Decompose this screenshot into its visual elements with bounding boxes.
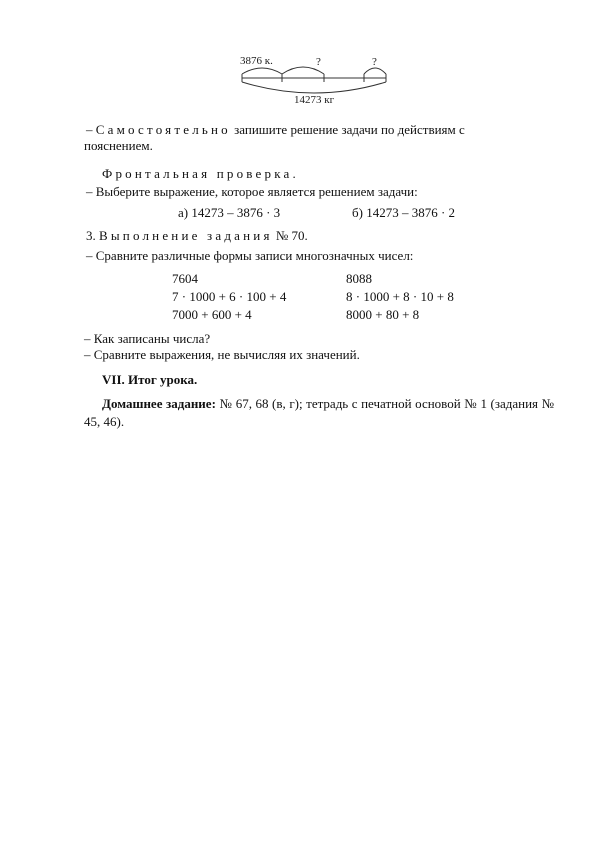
summary-title: VII. Итог урока. <box>102 372 198 387</box>
diagram-label-q1: ? <box>316 56 321 68</box>
number-b: 8088 <box>346 271 372 286</box>
question-1: – Как записаны числа? <box>84 331 211 346</box>
diagram-label-total: 14273 кг <box>294 94 335 106</box>
number-a-sum: 7000 + 600 + 4 <box>172 307 252 322</box>
dash: – <box>86 122 93 137</box>
number-b-expanded: 8 · 1000 + 8 · 10 + 8 <box>346 289 454 304</box>
homework-label: Домашнее задание: <box>102 396 216 411</box>
task1-spaced-word: Самостоятельно <box>95 122 231 137</box>
diagram-brace-1 <box>242 68 282 74</box>
task3-heading <box>86 228 308 244</box>
homework-text: № 67, 68 (в, г); тетрадь с печатной основой № 1 (задания № 45, 46). <box>84 396 554 429</box>
number-b-sum: 8000 + 80 + 8 <box>346 307 420 322</box>
diagram-label-q2: ? <box>372 56 377 68</box>
task3-number: 3. <box>86 228 96 243</box>
task1-line <box>86 122 465 138</box>
task1-text-cont: пояснением. <box>84 138 153 153</box>
option-b: б) 14273 – 3876 · 2 <box>352 205 456 220</box>
diagram-label-part1: 3876 к. <box>240 55 273 67</box>
number-a-expanded: 7 · 1000 + 6 · 100 + 4 <box>172 289 287 304</box>
diagram-bottom-brace <box>242 82 386 93</box>
check-title: Фронтальная проверка. <box>102 166 299 181</box>
question-2: – Сравните выражения, не вычисляя их значений. <box>84 347 360 362</box>
homework-paragraph <box>84 395 554 431</box>
diagram-brace-3 <box>364 68 386 74</box>
task3-prompt: – Сравните различные формы записи многозначных чисел: <box>86 248 414 263</box>
task3-number-ref: № 70. <box>275 228 308 243</box>
diagram-brace-2 <box>282 67 324 74</box>
check-prompt: – Выберите выражение, которое является решением задачи: <box>86 184 418 199</box>
option-a: а) 14273 – 3876 · 3 <box>178 205 281 220</box>
task1-text: запишите решение задачи по действиям с <box>234 122 465 137</box>
task3-spaced-title: Выполнение задания <box>99 228 273 243</box>
number-a: 7604 <box>172 271 198 286</box>
segment-diagram <box>234 52 394 114</box>
